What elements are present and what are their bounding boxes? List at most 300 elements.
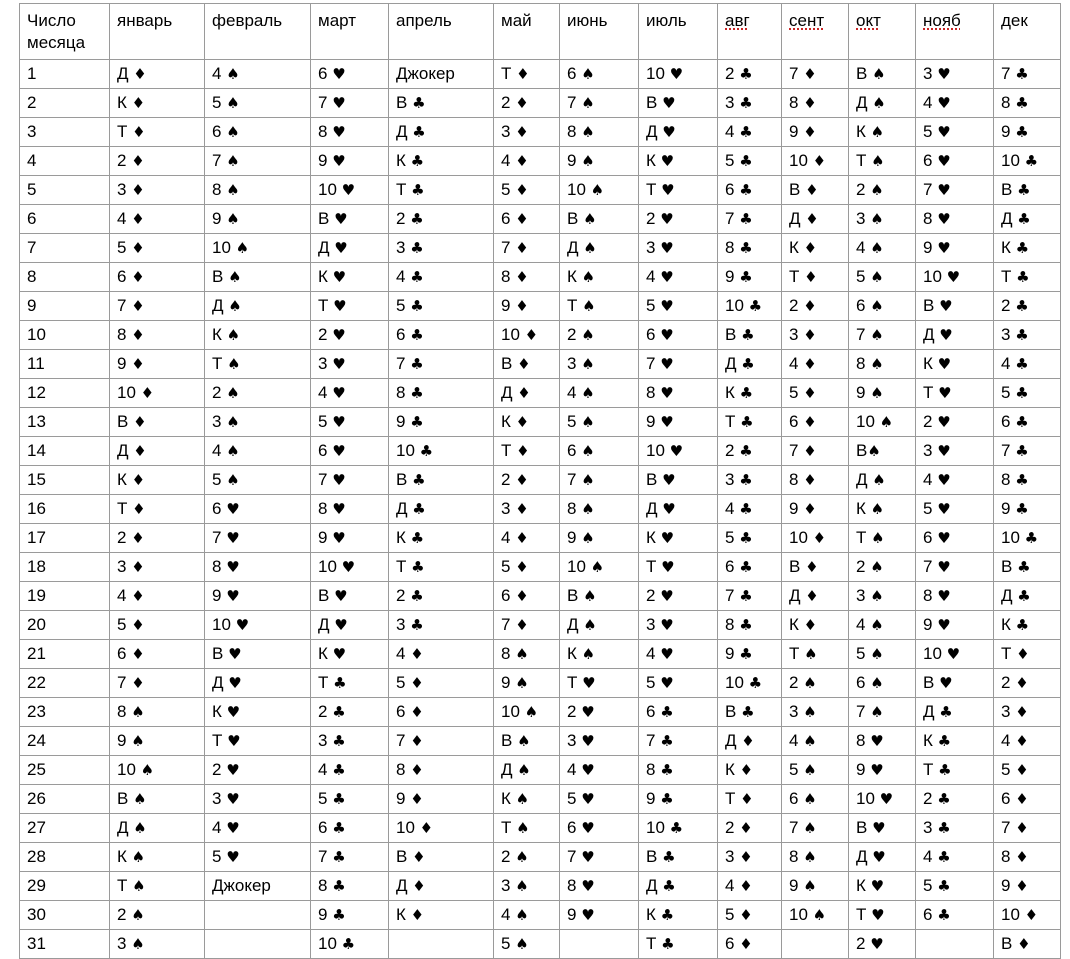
table-row	[20, 408, 1061, 437]
card-cell: 8 ♣	[718, 234, 782, 263]
suit-icon: ♠	[870, 268, 884, 286]
card-cell: В ♥	[639, 89, 718, 118]
suit-icon: ♥	[939, 326, 953, 344]
suit-icon: ♦	[131, 326, 145, 344]
table-row	[20, 640, 1061, 669]
header-month	[389, 4, 494, 60]
suit-icon: ♣	[341, 935, 356, 953]
card-cell	[560, 930, 639, 959]
suit-icon: ♦	[1015, 848, 1029, 866]
suit-icon: ♣	[937, 906, 951, 924]
card-cell: 7 ♣	[718, 582, 782, 611]
suit-icon: ♠	[870, 384, 884, 402]
card-cell: 3 ♠	[849, 582, 916, 611]
card-cell: 10 ♥	[849, 785, 916, 814]
suit-icon: ♦	[804, 268, 818, 286]
card-cell: 5 ♦	[782, 379, 849, 408]
suit-icon: ♣	[1015, 123, 1029, 141]
card-cell: 4 ♥	[205, 814, 311, 843]
card-cell: 8 ♣	[718, 611, 782, 640]
suit-icon: ♦	[419, 819, 434, 837]
card-cell: 2 ♦	[494, 466, 560, 495]
card-cell: 2 ♣	[916, 785, 994, 814]
card-cell: В ♦	[389, 843, 494, 872]
card-cell: В ♦	[994, 930, 1061, 959]
suit-icon: ♦	[803, 442, 817, 460]
suit-icon: ♠	[581, 645, 596, 663]
suit-icon: ♥	[332, 529, 346, 547]
suit-icon: ♠	[581, 471, 595, 489]
suit-icon: ♠	[870, 297, 884, 315]
card-cell: К ♦	[389, 901, 494, 930]
card-cell: 3 ♦	[994, 698, 1061, 727]
suit-icon: ♦	[132, 123, 146, 141]
suit-icon: ♣	[937, 790, 951, 808]
card-cell: Д ♥	[205, 669, 311, 698]
suit-icon: ♥	[937, 616, 951, 634]
card-cell: 9 ♣	[639, 785, 718, 814]
suit-icon: ♦	[1015, 761, 1029, 779]
card-cell: Т ♠	[205, 350, 311, 379]
suit-icon: ♠	[803, 877, 817, 895]
suit-icon: ♣	[410, 616, 424, 634]
card-cell: 8 ♠	[849, 350, 916, 379]
suit-icon: ♣	[739, 442, 753, 460]
card-cell: 4 ♥	[560, 756, 639, 785]
card-cell: 7 ♦	[782, 60, 849, 89]
card-cell: 2 ♦	[994, 669, 1061, 698]
suit-icon: ♦	[739, 761, 754, 779]
card-cell: 7 ♠	[560, 89, 639, 118]
suit-icon: ♠	[515, 877, 529, 895]
suit-icon: ♣	[412, 471, 426, 489]
suit-icon: ♦	[131, 239, 145, 257]
card-cell: К ♣	[389, 524, 494, 553]
card-cell: 6 ♦	[494, 205, 560, 234]
card-cell: 8 ♣	[311, 872, 389, 901]
card-cell: 3 ♣	[389, 611, 494, 640]
suit-icon: ♥	[581, 703, 595, 721]
card-cell: 4 ♦	[782, 350, 849, 379]
header-month	[718, 4, 782, 60]
card-cell: 6 ♦	[110, 640, 205, 669]
suit-icon: ♥	[332, 384, 346, 402]
card-cell: В ♣	[389, 466, 494, 495]
suit-icon: ♦	[739, 848, 753, 866]
suit-icon: ♠	[226, 442, 240, 460]
card-cell: 6 ♣	[639, 698, 718, 727]
suit-icon: ♠	[870, 181, 884, 199]
card-cell: 3 ♣	[916, 814, 994, 843]
day-number-cell: 30	[20, 901, 110, 930]
suit-icon: ♦	[515, 616, 529, 634]
table-row	[20, 321, 1061, 350]
suit-icon: ♣	[1015, 355, 1029, 373]
suit-icon: ♣	[938, 761, 952, 779]
suit-icon: ♦	[515, 181, 529, 199]
card-cell: 10 ♥	[916, 263, 994, 292]
suit-icon: ♦	[803, 239, 818, 257]
card-cell: 3 ♠	[849, 205, 916, 234]
card-cell: Т ♦	[718, 785, 782, 814]
suit-icon: ♥	[226, 703, 241, 721]
card-cell: 8 ♠	[110, 698, 205, 727]
suit-icon: ♣	[332, 732, 346, 750]
suit-icon: ♥	[660, 529, 675, 547]
suit-icon: ♥	[937, 94, 951, 112]
table-row	[20, 176, 1061, 205]
suit-icon: ♦	[1015, 674, 1029, 692]
suit-icon: ♥	[660, 616, 674, 634]
card-cell: 3 ♠	[494, 872, 560, 901]
suit-icon: ♣	[411, 181, 425, 199]
header-label: январь	[117, 11, 173, 30]
suit-icon: ♣	[661, 935, 675, 953]
suit-icon: ♣	[741, 326, 755, 344]
suit-icon: ♥	[937, 471, 951, 489]
table-row	[20, 901, 1061, 930]
card-cell: 9 ♥	[916, 611, 994, 640]
suit-icon: ♣	[1015, 413, 1029, 431]
suit-icon: ♥	[937, 181, 951, 199]
card-cell: Т ♥	[560, 669, 639, 698]
card-cell: 3 ♦	[110, 176, 205, 205]
suit-icon: ♠	[872, 65, 886, 83]
header-label: апрель	[396, 11, 452, 30]
card-cell: Д ♠	[110, 814, 205, 843]
suit-icon: ♥	[581, 819, 595, 837]
card-cell: 6 ♥	[205, 495, 311, 524]
card-cell: 4 ♠	[205, 60, 311, 89]
suit-icon: ♣	[939, 703, 953, 721]
suit-icon: ♠	[581, 268, 596, 286]
day-number-cell: 20	[20, 611, 110, 640]
card-cell: Т ♦	[494, 60, 560, 89]
card-cell: В ♦	[494, 350, 560, 379]
card-cell: Т ♣	[389, 176, 494, 205]
suit-icon: ♥	[937, 152, 951, 170]
card-cell: 5 ♦	[718, 901, 782, 930]
suit-icon: ♠	[581, 355, 595, 373]
card-cell: 9 ♣	[389, 408, 494, 437]
card-cell: Д ♦	[494, 379, 560, 408]
card-cell: Т ♦	[110, 118, 205, 147]
suit-icon: ♦	[131, 616, 145, 634]
suit-icon: ♠	[515, 674, 529, 692]
suit-icon: ♦	[140, 384, 155, 402]
suit-icon: ♦	[515, 152, 529, 170]
card-cell: В ♠	[560, 582, 639, 611]
suit-icon: ♠	[812, 906, 827, 924]
day-number-cell: 4	[20, 147, 110, 176]
card-cell: 8 ♥	[205, 553, 311, 582]
suit-icon: ♦	[131, 152, 145, 170]
card-cell: 3 ♥	[916, 60, 994, 89]
card-cell: 3 ♠	[110, 930, 205, 959]
card-cell: 7 ♦	[494, 611, 560, 640]
day-number-cell: 25	[20, 756, 110, 785]
card-cell: 6 ♦	[494, 582, 560, 611]
card-cell: 3 ♦	[718, 843, 782, 872]
card-cell: В ♣	[389, 89, 494, 118]
suit-icon: ♣	[739, 471, 753, 489]
suit-icon: ♦	[740, 790, 754, 808]
header-label: февраль	[212, 11, 283, 30]
card-cell: Д ♠	[560, 611, 639, 640]
day-number-cell: 11	[20, 350, 110, 379]
suit-icon: ♠	[870, 616, 884, 634]
card-cell: В ♠	[849, 60, 916, 89]
suit-icon: ♦	[739, 935, 753, 953]
card-cell: 10 ♦	[389, 814, 494, 843]
suit-icon: ♥	[581, 877, 595, 895]
suit-icon: ♠	[581, 529, 595, 547]
suit-icon: ♥	[228, 674, 242, 692]
card-cell: 4 ♣	[718, 495, 782, 524]
card-cell: 6 ♣	[311, 814, 389, 843]
card-cell: В ♣	[994, 553, 1061, 582]
suit-icon: ♦	[515, 587, 529, 605]
card-cell: 9 ♠	[560, 147, 639, 176]
card-cell: 8 ♦	[389, 756, 494, 785]
suit-icon: ♦	[739, 819, 753, 837]
card-cell: 6 ♠	[782, 785, 849, 814]
suit-icon: ♣	[411, 558, 425, 576]
card-cell: К ♠	[560, 640, 639, 669]
card-cell: 4 ♣	[718, 118, 782, 147]
suit-icon: ♦	[410, 761, 424, 779]
suit-icon: ♥	[937, 558, 951, 576]
suit-icon: ♦	[131, 181, 145, 199]
card-cell: 5 ♦	[110, 611, 205, 640]
card-cell: В ♥	[639, 466, 718, 495]
suit-icon: ♠	[226, 471, 240, 489]
card-cell	[782, 930, 849, 959]
card-cell: 9 ♦	[389, 785, 494, 814]
card-cell: 6 ♦	[110, 263, 205, 292]
suit-icon: ♥	[660, 587, 674, 605]
card-cell: 4 ♦	[110, 205, 205, 234]
suit-icon: ♥	[226, 819, 240, 837]
card-cell: К ♥	[311, 640, 389, 669]
suit-icon: ♥	[332, 645, 347, 663]
card-cell: 7 ♣	[994, 437, 1061, 466]
suit-icon: ♠	[590, 181, 605, 199]
suit-icon: ♥	[660, 297, 674, 315]
suit-icon: ♥	[660, 210, 674, 228]
suit-icon: ♣	[332, 819, 346, 837]
card-cell: Т ♠	[849, 147, 916, 176]
card-cell: 2 ♠	[205, 379, 311, 408]
suit-icon: ♠	[583, 210, 597, 228]
suit-icon: ♣	[1017, 181, 1031, 199]
suit-icon: ♥	[226, 790, 240, 808]
suit-icon: ♥	[662, 123, 676, 141]
suit-icon: ♠	[867, 442, 881, 460]
suit-icon: ♦	[515, 413, 530, 431]
suit-icon: ♥	[332, 326, 346, 344]
card-cell: Т ♣	[311, 669, 389, 698]
suit-icon: ♣	[739, 94, 753, 112]
card-cell: Д ♣	[916, 698, 994, 727]
suit-icon: ♠	[871, 152, 885, 170]
card-cell: 4 ♠	[494, 901, 560, 930]
suit-icon: ♦	[803, 65, 817, 83]
card-cell: 7 ♠	[849, 321, 916, 350]
suit-icon: ♦	[1017, 935, 1031, 953]
day-number-cell: 24	[20, 727, 110, 756]
header-month	[782, 4, 849, 60]
table-row	[20, 350, 1061, 379]
card-cell: Т ♥	[916, 379, 994, 408]
card-cell: 2 ♥	[639, 205, 718, 234]
header-label: июль	[646, 11, 687, 30]
suit-icon: ♦	[812, 152, 827, 170]
card-cell: Т ♣	[994, 263, 1061, 292]
card-cell: 6 ♥	[311, 437, 389, 466]
suit-icon: ♠	[870, 645, 884, 663]
card-cell: 9 ♥	[205, 582, 311, 611]
card-cell: 2 ♦	[718, 814, 782, 843]
card-cell: 9 ♥	[311, 524, 389, 553]
card-cell: В ♠	[205, 263, 311, 292]
card-cell: 6 ♣	[718, 176, 782, 205]
card-cell: Т ♦	[994, 640, 1061, 669]
card-cell: 2 ♥	[205, 756, 311, 785]
card-cell: 8 ♠	[560, 495, 639, 524]
card-cell: 9 ♥	[849, 756, 916, 785]
card-cell: 3 ♥	[916, 437, 994, 466]
card-cell: 10 ♣	[718, 669, 782, 698]
card-cell: 2 ♣	[389, 205, 494, 234]
card-cell: Д ♠	[849, 89, 916, 118]
card-cell: Т ♠	[560, 292, 639, 321]
card-cell: Д ♥	[639, 495, 718, 524]
suit-icon: ♠	[583, 616, 597, 634]
card-cell: 4 ♠	[560, 379, 639, 408]
suit-icon: ♦	[515, 94, 529, 112]
header-month	[916, 4, 994, 60]
suit-icon: ♥	[660, 355, 674, 373]
suit-icon: ♠	[132, 877, 146, 895]
suit-icon: ♠	[581, 123, 595, 141]
card-cell: 7 ♣	[994, 60, 1061, 89]
day-number-cell: 1	[20, 60, 110, 89]
card-cell: 10 ♠	[494, 698, 560, 727]
suit-icon: ♠	[581, 65, 595, 83]
suit-icon: ♦	[410, 906, 425, 924]
card-cell: 2 ♠	[560, 321, 639, 350]
card-cell: 4 ♥	[639, 640, 718, 669]
suit-icon: ♣	[1024, 529, 1039, 547]
suit-icon: ♣	[1017, 587, 1031, 605]
suit-icon: ♥	[879, 790, 894, 808]
table-row	[20, 437, 1061, 466]
suit-icon: ♦	[516, 442, 530, 460]
card-cell: 9 ♥	[916, 234, 994, 263]
day-number-cell: 9	[20, 292, 110, 321]
card-cell: 8 ♦	[782, 89, 849, 118]
card-cell: 5 ♦	[994, 756, 1061, 785]
card-cell: 10 ♣	[311, 930, 389, 959]
table-row	[20, 60, 1061, 89]
table-row	[20, 524, 1061, 553]
suit-icon: ♥	[332, 413, 346, 431]
card-cell: 4 ♠	[849, 611, 916, 640]
suit-icon: ♣	[1015, 65, 1029, 83]
card-cell: Т ♦	[782, 263, 849, 292]
card-cell: 7 ♠	[782, 814, 849, 843]
card-cell: 8 ♥	[311, 118, 389, 147]
suit-icon: ♣	[410, 297, 424, 315]
card-cell: 6 ♦	[994, 785, 1061, 814]
table-row	[20, 379, 1061, 408]
card-cell: 2 ♥	[560, 698, 639, 727]
card-cell: К ♦	[718, 756, 782, 785]
card-cell: 8 ♠	[494, 640, 560, 669]
table-row	[20, 466, 1061, 495]
card-cell: 8 ♣	[639, 756, 718, 785]
card-cell: Д ♠	[205, 292, 311, 321]
suit-icon: ♠	[581, 413, 595, 431]
card-cell: К ♠	[849, 118, 916, 147]
suit-icon: ♣	[332, 761, 346, 779]
card-cell: 4 ♠	[782, 727, 849, 756]
card-cell: В ♥	[849, 814, 916, 843]
card-cell: 3 ♥	[560, 727, 639, 756]
suit-icon: ♥	[227, 732, 241, 750]
card-cell: 3 ♣	[718, 89, 782, 118]
suit-icon: ♥	[662, 471, 676, 489]
day-number-cell: 8	[20, 263, 110, 292]
card-cell: 7 ♥	[560, 843, 639, 872]
card-cell: 6 ♦	[718, 930, 782, 959]
card-cell: К ♥	[916, 350, 994, 379]
suit-icon: ♥	[226, 529, 240, 547]
suit-icon: ♣	[739, 210, 753, 228]
suit-icon: ♥	[937, 413, 951, 431]
suit-icon: ♣	[1015, 239, 1030, 257]
suit-icon: ♠	[870, 703, 884, 721]
suit-icon: ♦	[517, 384, 531, 402]
suit-icon: ♣	[1015, 326, 1029, 344]
suit-icon: ♦	[515, 529, 529, 547]
card-cell: Джокер	[389, 60, 494, 89]
day-number-cell: 5	[20, 176, 110, 205]
card-cell: Т ♠	[110, 872, 205, 901]
card-cell: 5 ♦	[494, 553, 560, 582]
suit-icon: ♣	[739, 239, 753, 257]
table-row	[20, 582, 1061, 611]
suit-icon: ♠	[870, 674, 884, 692]
card-cell: 9 ♦	[994, 872, 1061, 901]
card-cell: К ♥	[205, 698, 311, 727]
card-cell: 2 ♠	[849, 176, 916, 205]
suit-icon: ♠	[515, 790, 530, 808]
card-cell: К ♣	[389, 147, 494, 176]
card-cell: 9 ♠	[205, 205, 311, 234]
suit-icon: ♣	[741, 703, 755, 721]
card-cell: 6 ♥	[916, 147, 994, 176]
card-cell: 3 ♦	[494, 495, 560, 524]
day-number-cell: 31	[20, 930, 110, 959]
suit-icon: ♣	[660, 761, 674, 779]
card-cell: Д ♦	[110, 437, 205, 466]
card-cell	[205, 901, 311, 930]
suit-icon: ♥	[228, 645, 242, 663]
suit-icon: ♠	[803, 761, 817, 779]
card-cell: В ♠	[110, 785, 205, 814]
